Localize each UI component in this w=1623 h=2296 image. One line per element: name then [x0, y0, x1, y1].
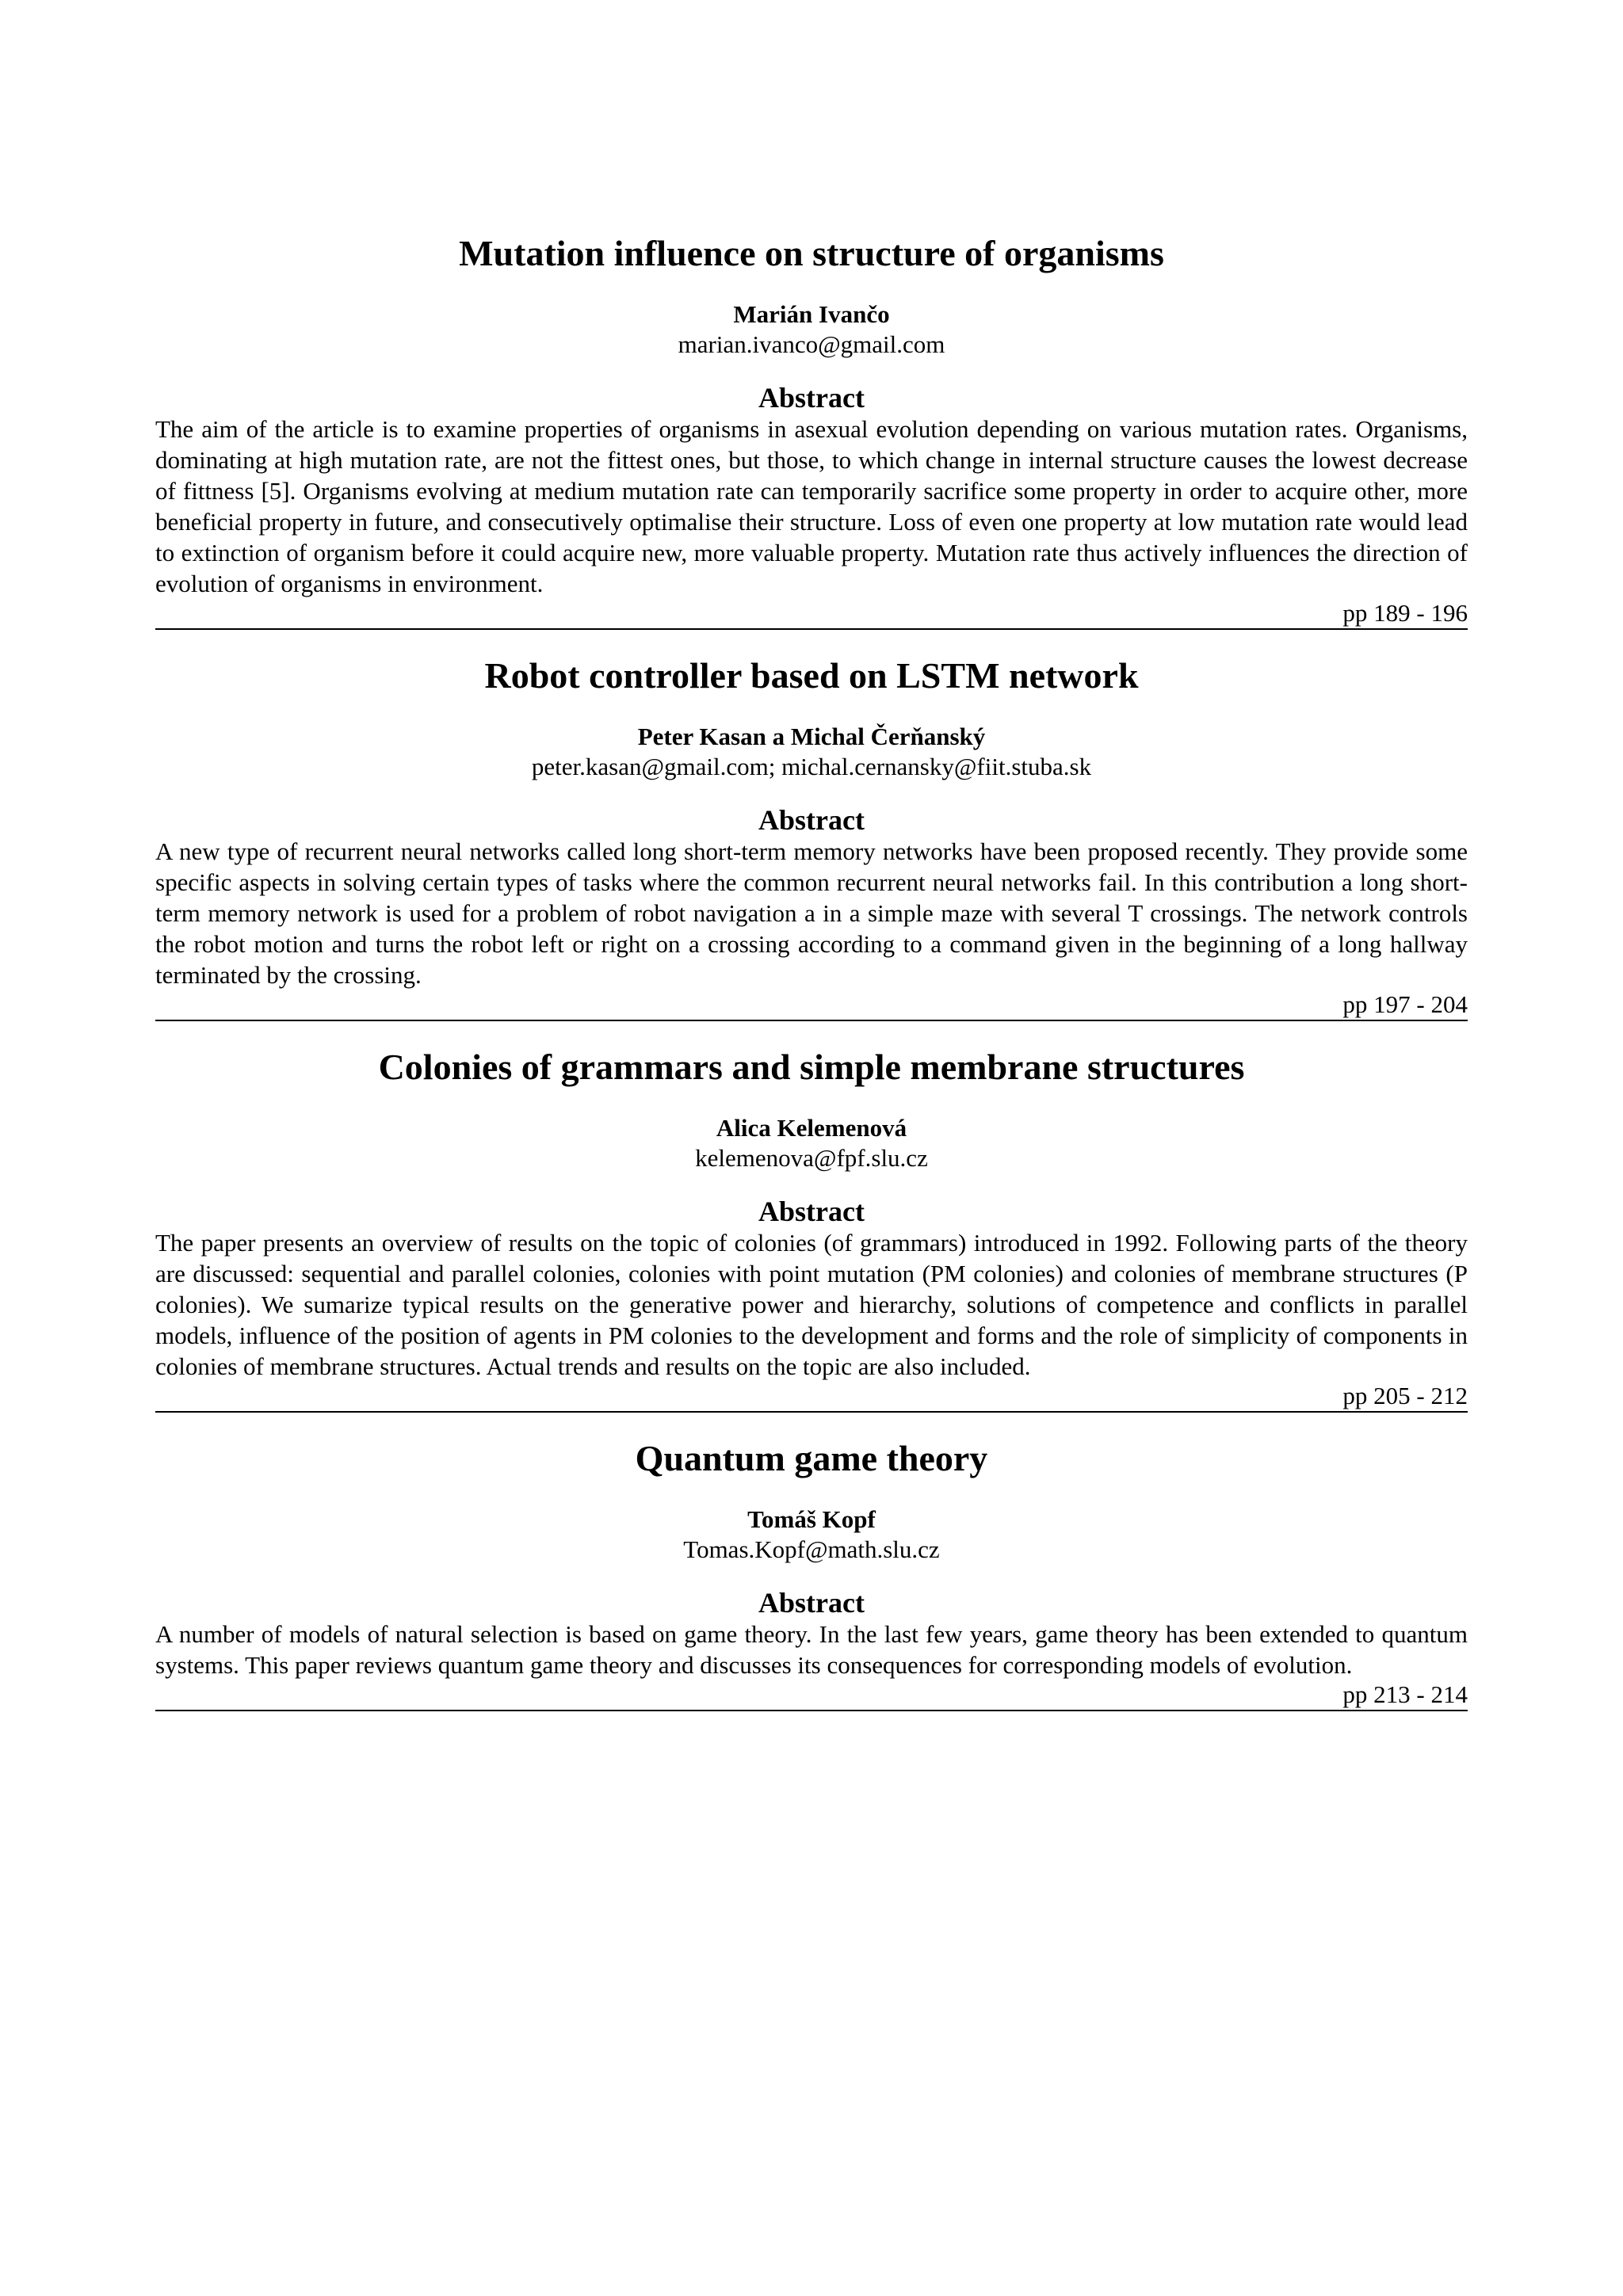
paper-authors: Tomáš Kopf: [747, 1505, 876, 1533]
divider-line: [155, 1710, 1468, 1711]
page-range: pp 213 - 214: [1342, 1680, 1468, 1708]
paper-authors: Alica Kelemenová: [716, 1114, 907, 1142]
paper-title: Quantum game theory: [635, 1438, 988, 1478]
abstract-heading: Abstract: [758, 804, 865, 836]
divider-line: [155, 1411, 1468, 1413]
divider-line: [155, 1020, 1468, 1021]
page-range: pp 205 - 212: [1342, 1382, 1468, 1409]
abstract-text: A number of models of natural selection is based on game theory. In the last few years, game theory has been extended to quantum systems. This paper reviews quantum game theory and discusses its consequences for corresponding models of evolution.: [155, 1620, 1468, 1679]
paper-title: Colonies of grammars and simple membrane structures: [378, 1047, 1245, 1087]
divider-line: [155, 628, 1468, 630]
paper-entry: [155, 654, 1468, 1021]
paper-entry: [155, 1045, 1468, 1413]
author-email: peter.kasan@gmail.com; michal.cernansky@fiit.stuba.sk: [531, 753, 1092, 780]
abstract-text: The aim of the article is to examine properties of organisms in asexual evolution depending on various mutation rates. Organisms, dominating at high mutation rate, are not the fittest ones, but those, to which change in internal structure causes the lowest decrease of fittness [5]. Organisms evolving at medium mutation rate can temporarily sacrifice some property in order to acquire other, more beneficial property in future, and consecutively optimalise their structure. Loss of even one property at low mutation rate would lead to extinction of organism before it could acquire new, more valuable property. Mutation rate thus actively influences the direction of evolution of organisms in environment.: [155, 415, 1468, 597]
abstract-text: The paper presents an overview of results on the topic of colonies (of grammars) introduced in 1992. Following parts of the theory are discussed: sequential and parallel colonies, colonies with point mutation (PM colonies) and colonies of membrane structures (P colonies). We sumarize typical results on the generative power and hierarchy, solutions of competence and conflicts in parallel models, influence of the position of agents in PM colonies to the development and forms and the role of simplicity of components in colonies of membrane structures. Actual trends and results on the topic are also included.: [155, 1229, 1468, 1380]
paper-authors: Marián Ivančo: [733, 300, 890, 328]
abstract-text: A new type of recurrent neural networks called long short-term memory networks have been proposed recently. They provide some specific aspects in solving certain types of tasks where the common recurrent neural networks fail. In this contribution a long short-term memory network is used for a problem of robot navigation a in a simple maze with several T crossings. The network controls the robot motion and turns the robot left or right on a crossing according to a command given in the beginning of a long hallway terminated by the crossing.: [155, 837, 1468, 989]
abstract-heading: Abstract: [758, 382, 865, 414]
author-email: Tomas.Kopf@math.slu.cz: [683, 1535, 940, 1563]
paper-entry: [155, 1436, 1468, 1711]
author-email: marian.ivanco@gmail.com: [678, 330, 945, 358]
page-range: pp 197 - 204: [1342, 990, 1468, 1018]
paper-authors: Peter Kasan a Michal Čerňanský: [637, 723, 986, 750]
paper-title: Mutation influence on structure of organisms: [459, 233, 1164, 273]
author-email: kelemenova@fpf.slu.cz: [695, 1144, 928, 1172]
page-range: pp 189 - 196: [1342, 599, 1468, 627]
abstract-heading: Abstract: [758, 1196, 865, 1227]
document-page: [155, 231, 1468, 1711]
paper-title: Robot controller based on LSTM network: [484, 655, 1139, 696]
abstract-heading: Abstract: [758, 1587, 865, 1619]
paper-entry: [155, 231, 1468, 630]
